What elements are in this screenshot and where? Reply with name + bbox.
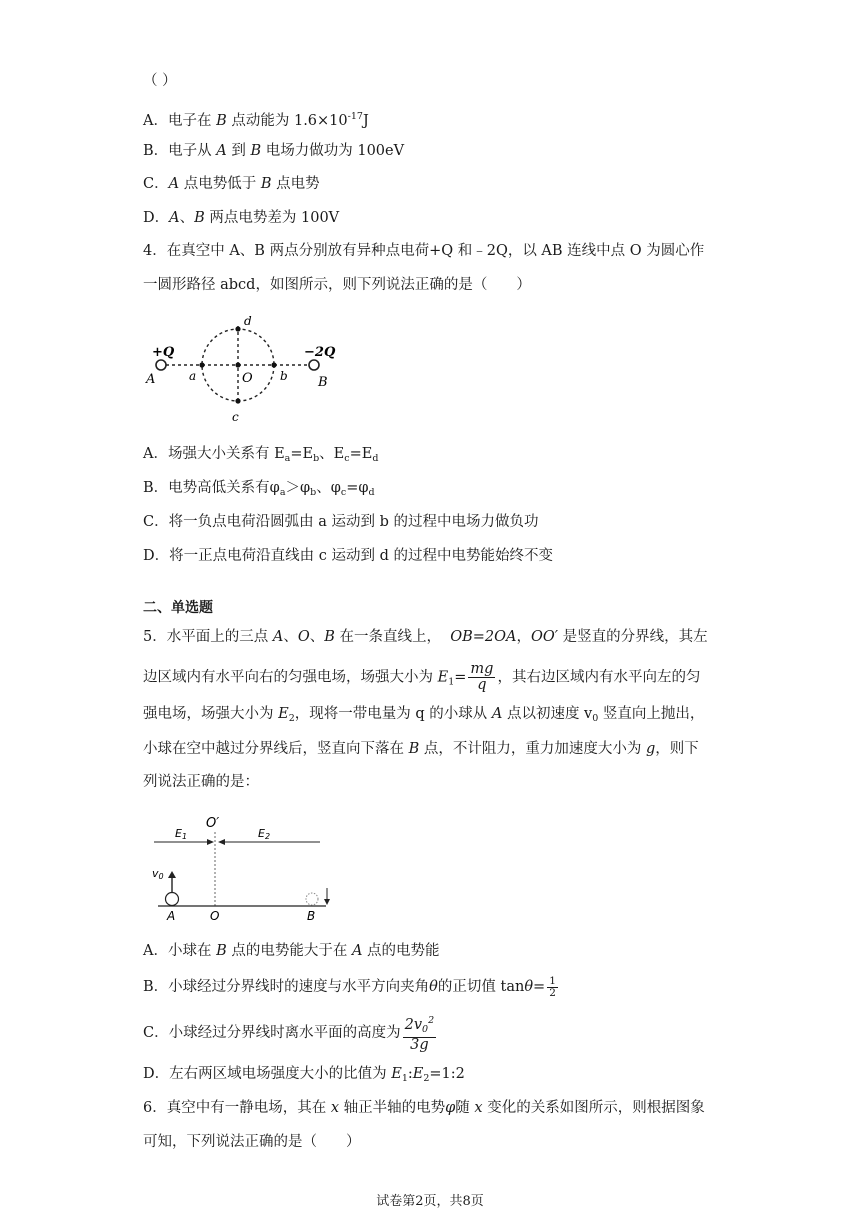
q3-option-c: C．A 点电势低于 B 点电势 — [143, 176, 320, 192]
label-point-c: c — [232, 410, 239, 424]
page-footer: 试卷第2页，共8页 — [376, 1194, 484, 1209]
label-point-d: d — [244, 314, 252, 328]
q5-option-a: A．小球在 B 点的电势能大于在 A 点的电势能 — [143, 943, 440, 959]
label-v0: v0 — [152, 867, 164, 881]
point-a-dot — [199, 362, 204, 367]
charge-a-circle — [156, 360, 166, 370]
label-minus-2q: −2Q — [304, 345, 336, 360]
q4-option-d: D．将一正点电荷沿直线由 c 运动到 d 的过程中电势能始终不变 — [143, 548, 553, 564]
label-plus-q: +Q — [152, 345, 175, 360]
q6-stem-line2: 可知，下列说法正确的是（ ） — [143, 1134, 361, 1150]
fraction-height: $\frac{2v_0^2}{3g}$ — [404, 1015, 435, 1053]
q5-option-d: D．左右两区域电场强度大小的比值为 $E_1:E_2=1:2$ — [143, 1066, 465, 1084]
label-o: O — [210, 909, 220, 923]
label-point-big-b: B — [318, 375, 328, 390]
q5-stem-line5: 列说法正确的是： — [143, 774, 259, 790]
q4-option-b: B．电势高低关系有$\varphi_a>\varphi_b$、$\varphi_c=\varphi_d$ — [143, 480, 375, 498]
label-point-o: O — [242, 371, 253, 386]
charge-b-circle — [309, 360, 319, 370]
point-d-dot — [235, 326, 240, 331]
section-heading: 二、单选题 — [143, 600, 213, 616]
q5-stem-line4: 小球在空中越过分界线后，竖直向下落在 B 点，不计阻力，重力加速度大小为 g，则下 — [143, 741, 699, 757]
fall-arrow-head — [324, 899, 330, 905]
label-e2: E2 — [258, 827, 271, 841]
q5-figure — [148, 808, 338, 923]
point-c-dot — [235, 398, 240, 403]
label-o-prime: O′ — [206, 816, 220, 831]
label-point-big-a: A — [146, 372, 156, 387]
q4-stem-line1: 4．在真空中 A、B 两点分别放有异种点电荷+Q 和﹣2Q，以 AB 连线中点 O 为圆心作 — [143, 243, 705, 259]
point-b-dot — [271, 362, 276, 367]
q5-stem-line1: 5．水平面上的三点 A、O、B 在一条直线上， OB=2OA，OO′ 是竖直的分界线，其左 — [143, 629, 708, 645]
q3-option-d: D．A、B 两点电势差为 100V — [143, 210, 340, 226]
q3-bracket: （ ） — [143, 73, 177, 89]
q6-stem-line1: 6．真空中有一静电场，其在 x 轴正半轴的电势φ随 x 变化的关系如图所示，则根据图象 — [143, 1100, 705, 1116]
q4-option-a: A．场强大小关系有 $E_a=E_b$、$E_c=E_d$ — [143, 446, 379, 464]
q4-option-c: C．将一负点电荷沿圆弧由 a 运动到 b 的过程中电场力做负功 — [143, 514, 539, 530]
fraction-mg-over-q: $\frac{mg}{q}$ — [470, 661, 494, 693]
label-b: B — [307, 909, 316, 923]
label-point-a: a — [189, 369, 197, 383]
fraction-one-half: $\frac{1}{2}$ — [549, 974, 556, 999]
label-a: A — [167, 909, 176, 923]
q5-option-b: B．小球经过分界线时的速度与水平方向夹角θ的正切值 tanθ= $\frac{1}{2}$ — [143, 974, 556, 999]
q3-option-a: A．电子在 B 点动能为 $1.6\times 10^{-17}J$ — [143, 111, 369, 129]
q5-option-c: C．小球经过分界线时离水平面的高度为 $\frac{2v_0^2}{3g}$ — [143, 1015, 435, 1053]
label-point-b: b — [280, 369, 288, 383]
v0-arrow-head — [168, 871, 176, 878]
point-o-dot — [235, 362, 240, 367]
q3-option-b: B．电子从 A 到 B 电场力做功为 100eV — [143, 143, 405, 159]
q5-stem-line3: 强电场，场强大小为 $E_2$，现将一带电量为 q 的小球从 A 点以初速度 $v_0$ 竖直向上抛出， — [143, 706, 705, 724]
ball-at-a — [166, 893, 179, 906]
e1-arrow-head — [207, 839, 214, 845]
e2-arrow-head — [218, 839, 225, 845]
q4-stem-line2: 一圆形路径 abcd，如图所示，则下列说法正确的是（ ） — [143, 277, 531, 293]
q5-stem-line2: 边区域内有水平向右的匀强电场，场强大小为 $E_1=$ $\frac{mg}{q}$ ，其右边区域内有水平向左的匀 — [143, 661, 701, 693]
q4-figure — [140, 308, 340, 432]
label-e1: E1 — [175, 827, 188, 841]
ball-at-b — [306, 893, 318, 905]
